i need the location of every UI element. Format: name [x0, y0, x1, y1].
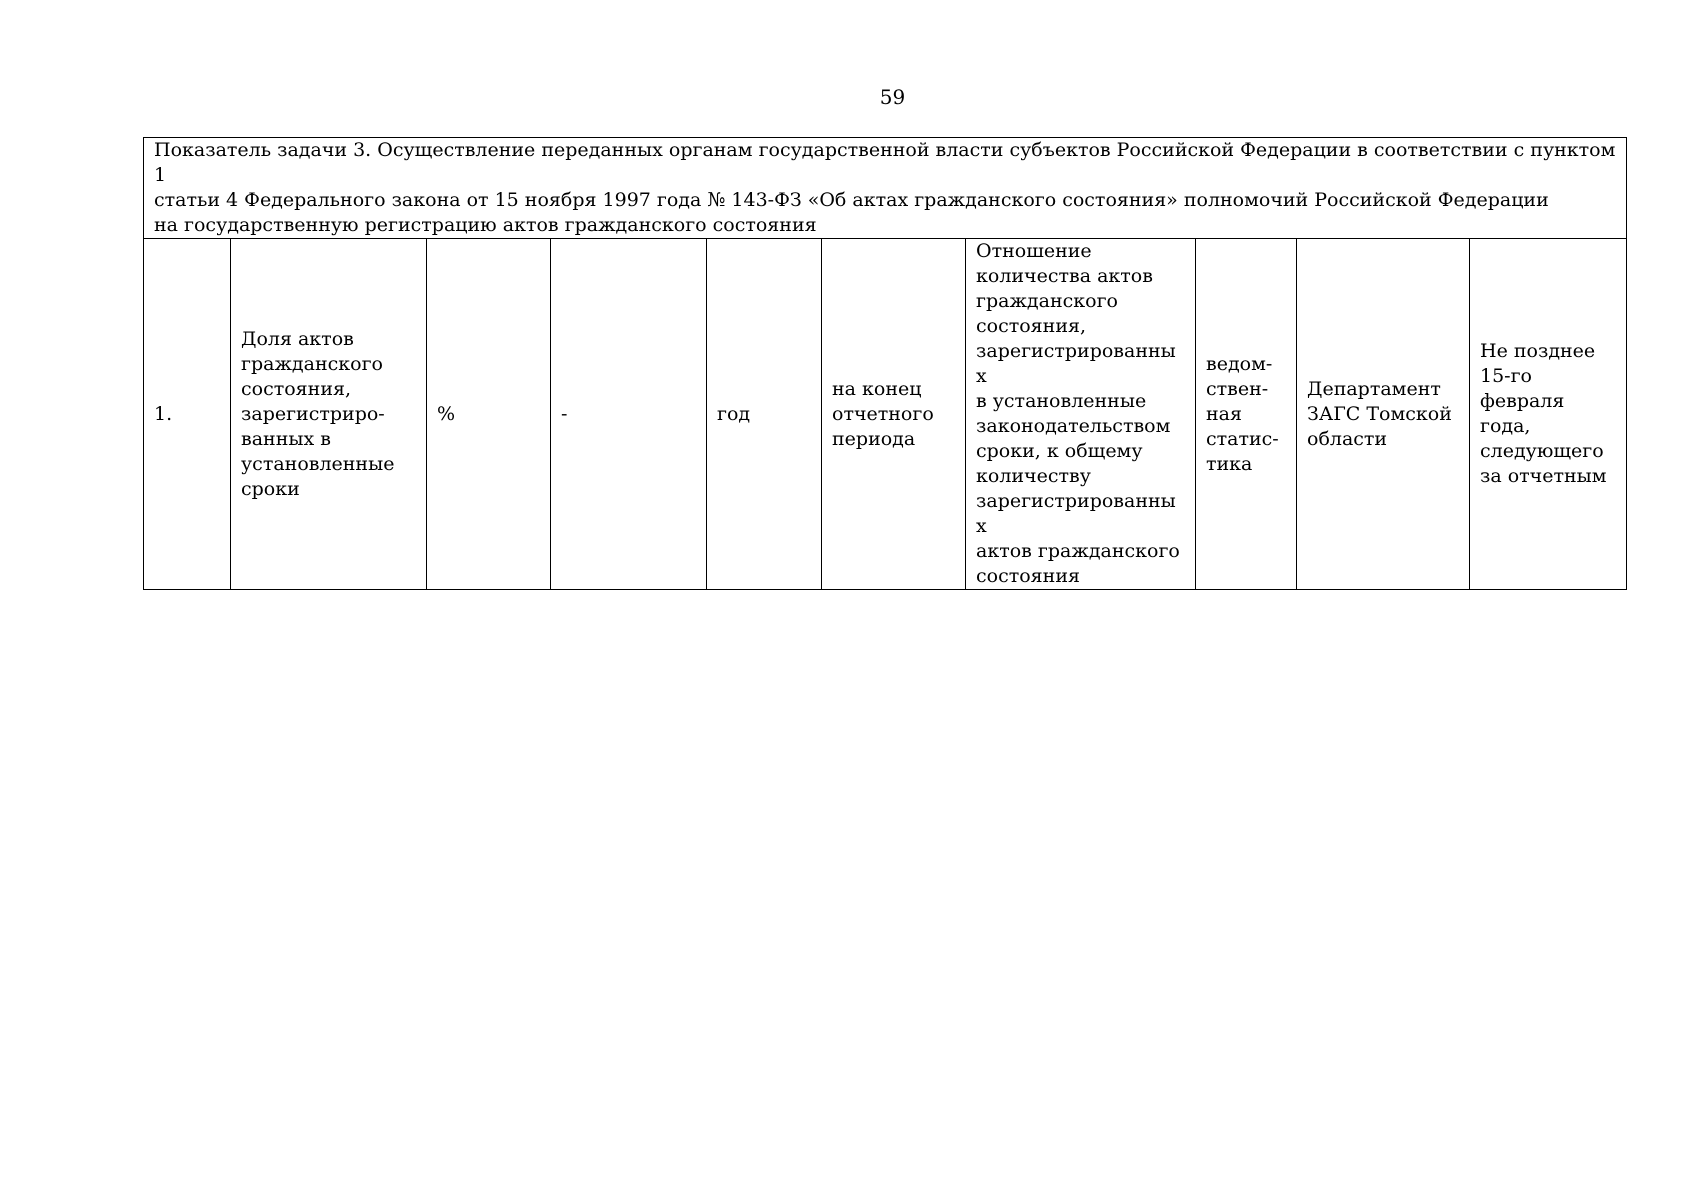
deadline-cell — [1470, 239, 1627, 590]
row-number: 1. — [154, 402, 173, 425]
indicator-line: ванных в — [241, 427, 331, 450]
source-line: тика — [1206, 452, 1253, 475]
responsible-line: ЗАГС Томской — [1307, 402, 1452, 425]
period-line: периода — [832, 427, 916, 450]
method-line: Отношение — [976, 240, 1092, 262]
responsible-line: области — [1307, 427, 1388, 450]
indicator-line: Доля актов — [241, 327, 354, 350]
deadline-line: Не позднее — [1480, 340, 1596, 362]
method-line: сроки, к общему — [976, 440, 1143, 462]
method-line: количеству — [976, 465, 1091, 487]
data-source-cell — [1196, 239, 1297, 590]
indicator-line: установленные — [241, 452, 395, 475]
method-line: зарегистрированных — [976, 340, 1176, 387]
method-line: состояния, — [976, 315, 1087, 337]
indicator-name-cell — [231, 239, 427, 590]
page-number: 59 — [879, 85, 906, 109]
periodicity-cell — [707, 239, 822, 590]
deadline-line: 15-го февраля — [1480, 365, 1565, 412]
unit-cell — [427, 239, 551, 590]
value-text: - — [561, 402, 568, 425]
source-line: статис- — [1206, 427, 1279, 450]
row-number-cell — [144, 239, 231, 590]
responsible-line: Департамент — [1307, 377, 1441, 400]
header-line: Показатель задачи 3. Осуществление переданных органам государственной власти субъектов Российской Федерации в соответствии с пунктом 1 — [154, 139, 1616, 186]
indicator-line: гражданского — [241, 352, 383, 375]
deadline-line: за отчетным — [1480, 465, 1607, 487]
method-line: в установленные — [976, 390, 1147, 412]
indicator-line: состояния, — [241, 377, 352, 400]
source-line: ствен- — [1206, 377, 1269, 400]
indicator-line: сроки — [241, 477, 300, 500]
source-line: ведом- — [1206, 352, 1273, 375]
responsible-cell — [1297, 239, 1470, 590]
period-line: на конец — [832, 377, 922, 400]
indicator-line: зарегистриро- — [241, 402, 385, 425]
method-line: состояния — [976, 565, 1080, 587]
table-header-row — [144, 138, 1627, 239]
period-line: отчетного — [832, 402, 934, 425]
indicator-table — [143, 137, 1627, 590]
header-line: статьи 4 Федерального закона от 15 ноября 1997 года № 143-ФЗ «Об актах гражданского состояния» полномочий Российской Федерации — [154, 189, 1549, 211]
method-line: гражданского — [976, 290, 1118, 312]
deadline-line: следующего — [1480, 440, 1604, 462]
task-indicator-header — [144, 138, 1627, 239]
deadline-line: года, — [1480, 415, 1531, 437]
calculation-method-cell — [966, 239, 1196, 590]
source-line: ная — [1206, 402, 1242, 425]
value-cell — [551, 239, 707, 590]
header-line: на государственную регистрацию актов гражданского состояния — [154, 214, 817, 236]
method-line: законодательством — [976, 415, 1171, 437]
method-line: количества актов — [976, 265, 1153, 287]
table-row — [144, 239, 1627, 590]
method-line: актов гражданского — [976, 540, 1180, 562]
period-cell — [822, 239, 966, 590]
periodicity-text: год — [717, 402, 751, 425]
method-line: зарегистрированных — [976, 490, 1176, 537]
unit-value: % — [437, 402, 456, 425]
